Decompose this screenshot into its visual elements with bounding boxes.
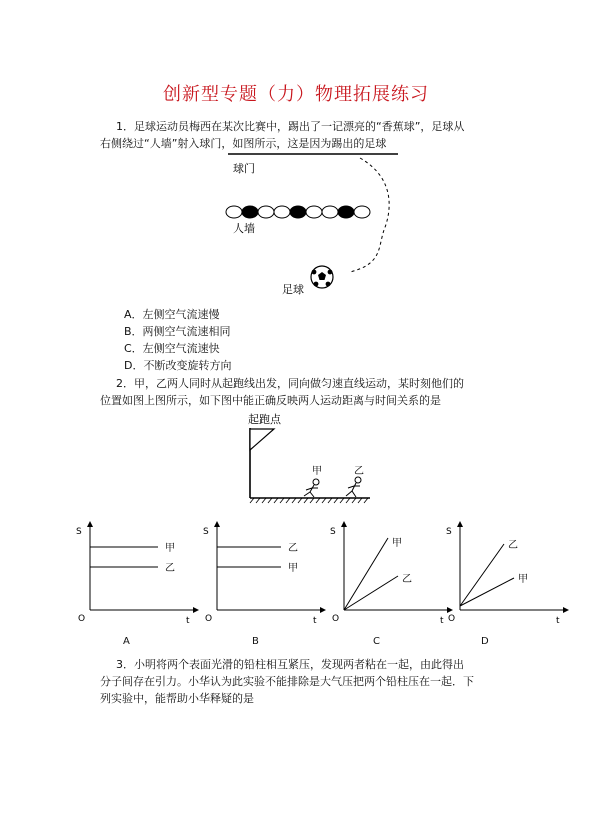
q3-line3: 列实验中，能帮助小华释疑的是 xyxy=(100,692,254,705)
q2-line2: 位置如图上图所示，如下图中能正确反映两人运动距离与时间关系的是 xyxy=(100,394,441,407)
runner-yi-label: 乙 xyxy=(354,466,364,477)
page-title: 创新型专题（力）物理拓展练习 xyxy=(163,84,429,105)
q1-option-d: D．不断改变旋转方向 xyxy=(124,359,232,372)
q1-line1: 1．足球运动员梅西在某次比赛中，踢出了一记漂亮的“香蕉球”，足球从 xyxy=(116,120,465,133)
q3-line1: 3．小明将两个表面光滑的铅柱相互紧压，发现两者粘在一起，由此得出 xyxy=(116,658,464,671)
t-axis-label: t xyxy=(186,616,190,626)
graph-d xyxy=(446,520,572,626)
q1-option-a: A．左侧空气流速慢 xyxy=(124,308,220,321)
origin-label: O xyxy=(78,614,86,624)
t-axis-label: t xyxy=(440,616,444,626)
origin-label: O xyxy=(448,614,456,624)
graph-a-letter: A xyxy=(123,636,130,647)
q1-option-c: C．左侧空气流速快 xyxy=(124,342,220,355)
q1-figure xyxy=(200,150,420,300)
wall-label: 人墙 xyxy=(233,222,255,235)
line-upper xyxy=(460,544,504,606)
line-lower xyxy=(344,576,398,610)
line-lower-label: 甲 xyxy=(518,574,528,585)
ground-hatch xyxy=(250,498,368,503)
q1-line2: 右侧绕过“人墙”射入球门，如图所示，这是因为踢出的足球 xyxy=(100,137,387,150)
graph-b-letter: B xyxy=(252,636,259,647)
line-upper-label: 乙 xyxy=(508,540,518,551)
origin-label: O xyxy=(205,614,213,624)
line-lower-label: 乙 xyxy=(165,563,175,574)
ball-label: 足球 xyxy=(282,283,304,296)
runner-yi-icon xyxy=(346,477,361,497)
line-upper-label: 甲 xyxy=(392,538,402,549)
graph-d-letter: D xyxy=(481,636,489,647)
goal-label: 球门 xyxy=(233,162,255,175)
line-upper xyxy=(344,538,388,610)
q3-line2: 分子间存在引力。小华认为此实验不能排除是大气压把两个铅柱压在一起．下 xyxy=(100,675,474,688)
line-lower-label: 甲 xyxy=(288,563,298,574)
graph-a xyxy=(76,520,202,626)
q2-line1: 2．甲，乙两人同时从起跑线出发，同向做匀速直线运动，某时刻他们的 xyxy=(116,377,464,390)
s-axis-label: S xyxy=(330,527,336,537)
graph-c xyxy=(330,520,456,626)
line-upper-label: 甲 xyxy=(165,543,175,554)
q2-start-figure xyxy=(240,410,390,510)
t-axis-label: t xyxy=(313,616,317,626)
origin-label: O xyxy=(332,614,340,624)
s-axis-label: S xyxy=(203,527,209,537)
start-flag-icon xyxy=(250,429,274,450)
runner-jia-icon xyxy=(304,479,319,497)
line-upper-label: 乙 xyxy=(288,543,298,554)
line-lower-label: 乙 xyxy=(402,574,412,585)
human-wall xyxy=(226,206,370,218)
graph-c-letter: C xyxy=(373,636,380,647)
graph-b xyxy=(203,520,329,626)
start-label: 起跑点 xyxy=(248,413,281,426)
s-axis-label: S xyxy=(446,527,452,537)
line-lower xyxy=(460,578,514,606)
soccer-ball-icon xyxy=(311,266,333,288)
t-axis-label: t xyxy=(556,616,560,626)
runner-jia-label: 甲 xyxy=(312,466,322,477)
s-axis-label: S xyxy=(76,527,82,537)
q1-option-b: B．两侧空气流速相同 xyxy=(124,325,231,338)
